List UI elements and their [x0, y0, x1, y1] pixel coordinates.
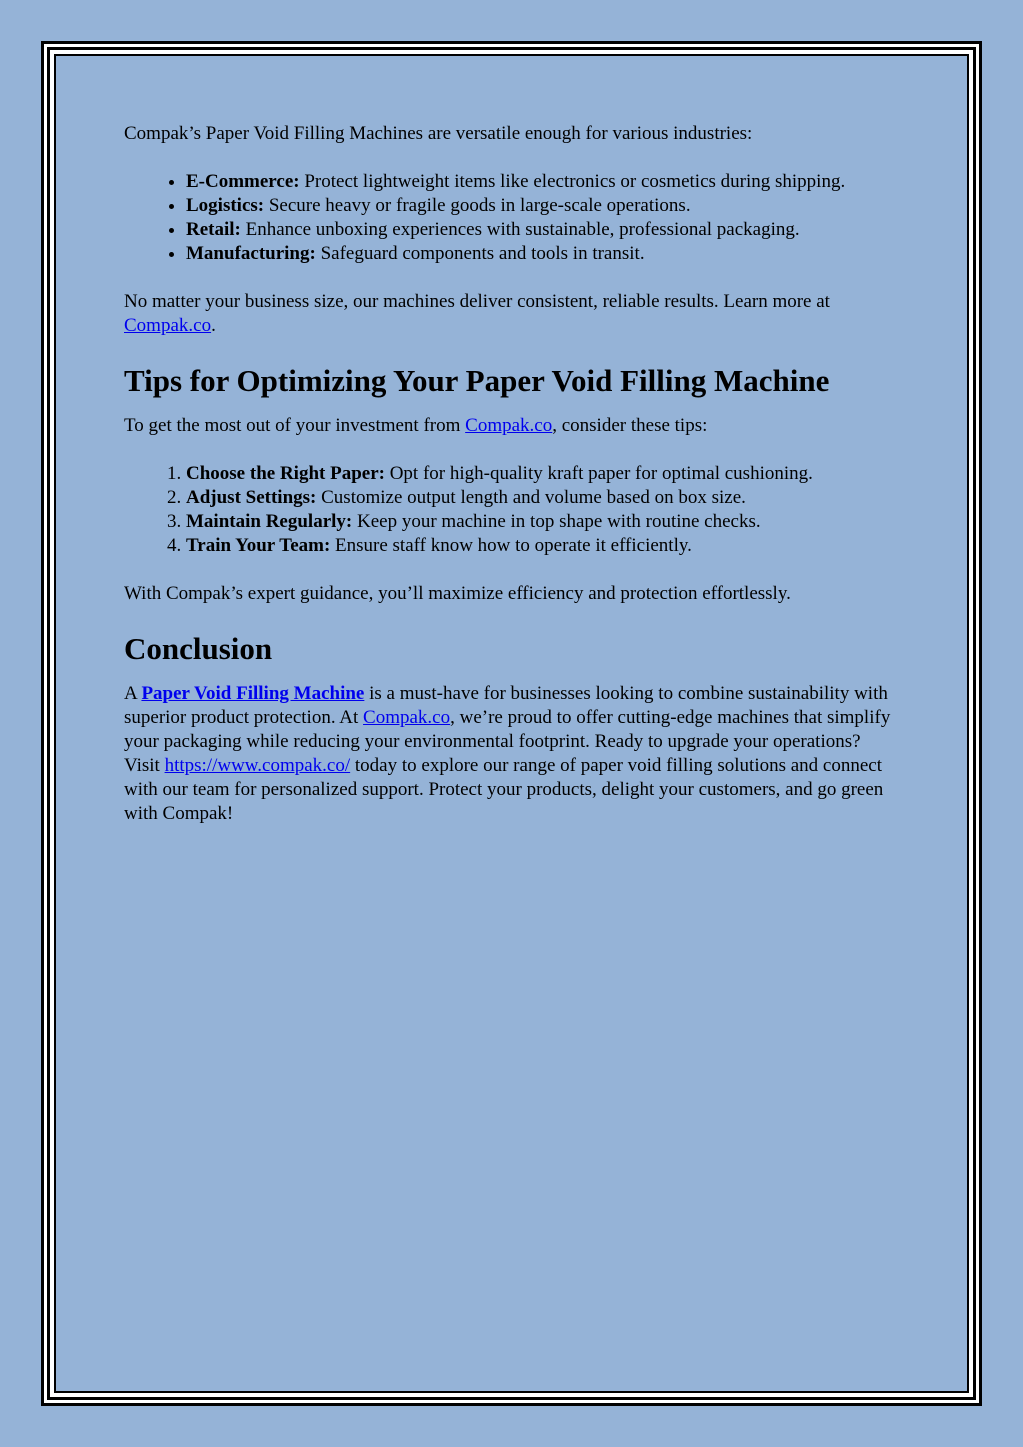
list-item — [186, 534, 900, 558]
tip-text: Ensure staff know how to operate it efficiently. — [330, 535, 692, 556]
industry-label: Manufacturing: — [186, 243, 316, 264]
compak-link[interactable]: Compak.co — [363, 707, 451, 728]
tips-intro — [124, 414, 900, 438]
guidance-paragraph: With Compak’s expert guidance, you’ll maximize efficiency and protection effortlessly. — [124, 583, 791, 604]
industry-text: Safeguard components and tools in transit. — [315, 243, 645, 264]
list-item — [186, 170, 900, 194]
compak-link[interactable]: Compak.co — [124, 315, 212, 336]
industries-intro: Compak’s Paper Void Filling Machines are versatile enough for various industries: — [124, 123, 753, 144]
industry-text: Protect lightweight items like electronics or cosmetics during shipping. — [299, 171, 846, 192]
tip-text: Keep your machine in top shape with routine checks. — [352, 511, 761, 532]
tips-heading: Tips for Optimizing Your Paper Void Filling Machine — [124, 363, 830, 398]
compak-website-link[interactable]: https://www.compak.co/ — [164, 755, 351, 776]
compak-link[interactable]: Compak.co — [465, 415, 553, 436]
industry-label: Logistics: — [186, 195, 265, 216]
tip-text: Opt for high-quality kraft paper for optimal cushioning. — [384, 463, 813, 484]
list-item — [186, 510, 900, 534]
document-body — [124, 122, 900, 826]
tip-label: Train Your Team: — [186, 535, 331, 556]
industry-label: Retail: — [186, 219, 241, 240]
industries-list — [124, 170, 900, 266]
business-end: . — [211, 315, 216, 336]
conclusion-heading: Conclusion — [124, 631, 273, 666]
industry-text: Secure heavy or fragile goods in large-scale operations. — [264, 195, 691, 216]
business-paragraph — [124, 290, 900, 338]
conclusion-paragraph — [124, 682, 900, 826]
tips-intro-before: To get the most out of your investment from — [124, 415, 466, 436]
list-item — [186, 194, 900, 218]
industry-text: Enhance unboxing experiences with sustainable, professional packaging. — [240, 219, 800, 240]
list-item — [186, 486, 900, 510]
tips-list — [124, 462, 900, 558]
tip-label: Choose the Right Paper: — [186, 463, 385, 484]
conclusion-text: , we’re proud to offer cutting-edge machines that simplify your packaging while reducing your environmental footprint. Ready to upgrade your operations? Visit — [124, 707, 891, 776]
conclusion-text: A — [124, 683, 142, 704]
paper-void-filling-machine-link[interactable]: Paper Void Filling Machine — [141, 683, 365, 704]
tip-label: Maintain Regularly: — [186, 511, 353, 532]
list-item — [186, 242, 900, 266]
tips-intro-after: , consider these tips: — [552, 415, 708, 436]
industry-label: E-Commerce: — [186, 171, 300, 192]
tip-label: Adjust Settings: — [186, 487, 317, 508]
list-item — [186, 462, 900, 486]
conclusion-text: today to explore our range of paper void filling solutions and connect with our team for personalized support. Protect your products, delight your customers, and go green with Compak! — [124, 755, 884, 824]
business-text: No matter your business size, our machines deliver consistent, reliable results. Learn more at — [124, 291, 830, 312]
conclusion-text: is a must-have for businesses looking to combine sustainability with superior product protection. At — [124, 683, 888, 728]
tip-text: Customize output length and volume based on box size. — [316, 487, 746, 508]
list-item — [186, 218, 900, 242]
